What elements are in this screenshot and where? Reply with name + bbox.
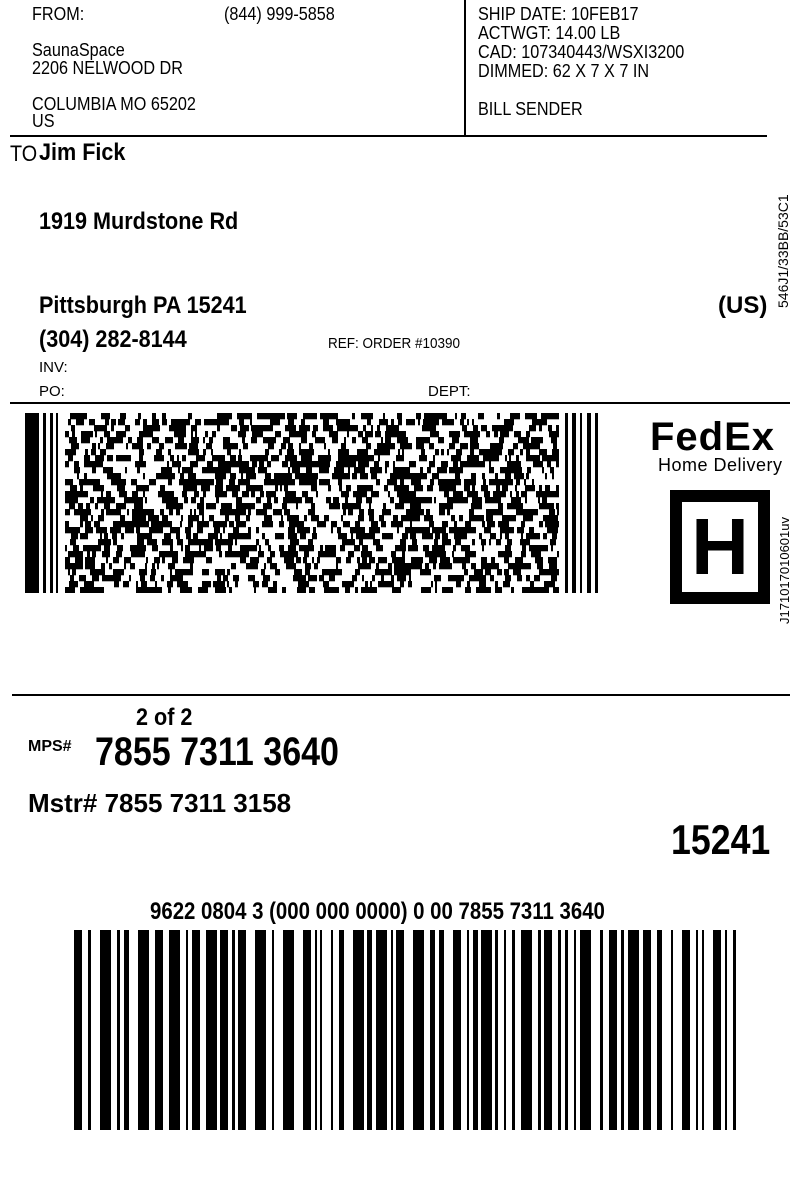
from-company: SaunaSpace xyxy=(32,40,125,60)
side-code-top: 546J1/33BB/53C1 xyxy=(775,194,791,308)
to-label: TO xyxy=(10,141,38,166)
header-divider-vertical xyxy=(464,0,466,136)
side-code-mid: J171017010601uv xyxy=(777,517,792,624)
from-city-line: COLUMBIA MO 65202 xyxy=(32,94,196,114)
mps-number: 7855 7311 3640 xyxy=(95,730,339,774)
from-street: 2206 NELWOOD DR xyxy=(32,58,183,78)
mps-label: MPS# xyxy=(28,738,72,755)
address-divider xyxy=(10,402,790,404)
from-country: US xyxy=(32,111,55,131)
destination-zip: 15241 xyxy=(671,816,771,863)
inv-label: INV: xyxy=(39,359,68,376)
master-tracking: Mstr# 7855 7311 3158 xyxy=(28,788,292,818)
service-letter: H xyxy=(691,502,749,591)
billing: BILL SENDER xyxy=(478,99,583,119)
cad-number: CAD: 107340443/WSXI3200 xyxy=(478,42,685,62)
reference: REF: ORDER #10390 xyxy=(328,335,461,352)
recipient-city-line: Pittsburgh PA 15241 xyxy=(39,292,247,319)
package-count: 2 of 2 xyxy=(136,704,193,731)
dept-label: DEPT: xyxy=(428,383,471,400)
barcode-divider xyxy=(12,694,790,696)
tracking-barcode xyxy=(74,930,742,1130)
header-divider xyxy=(10,135,767,137)
from-phone: (844) 999-5858 xyxy=(224,4,335,24)
recipient-phone: (304) 282-8144 xyxy=(39,326,187,353)
ship-date: SHIP DATE: 10FEB17 xyxy=(478,4,639,24)
service-name: Home Delivery xyxy=(658,455,783,475)
po-label: PO: xyxy=(39,383,65,400)
barcode-text: 9622 0804 3 (000 000 0000) 0 00 7855 7311 3640 xyxy=(150,898,605,925)
recipient-street: 1919 Murdstone Rd xyxy=(39,208,239,235)
carrier-logo: FedEx xyxy=(650,415,776,459)
service-letter-box xyxy=(670,490,770,604)
from-label: FROM: xyxy=(32,4,85,24)
dimensions: DIMMED: 62 X 7 X 7 IN xyxy=(478,61,650,81)
actual-weight: ACTWGT: 14.00 LB xyxy=(478,23,621,43)
recipient-country: (US) xyxy=(718,292,768,319)
recipient-name: Jim Fick xyxy=(39,139,126,166)
pdf417-barcode xyxy=(25,413,605,593)
